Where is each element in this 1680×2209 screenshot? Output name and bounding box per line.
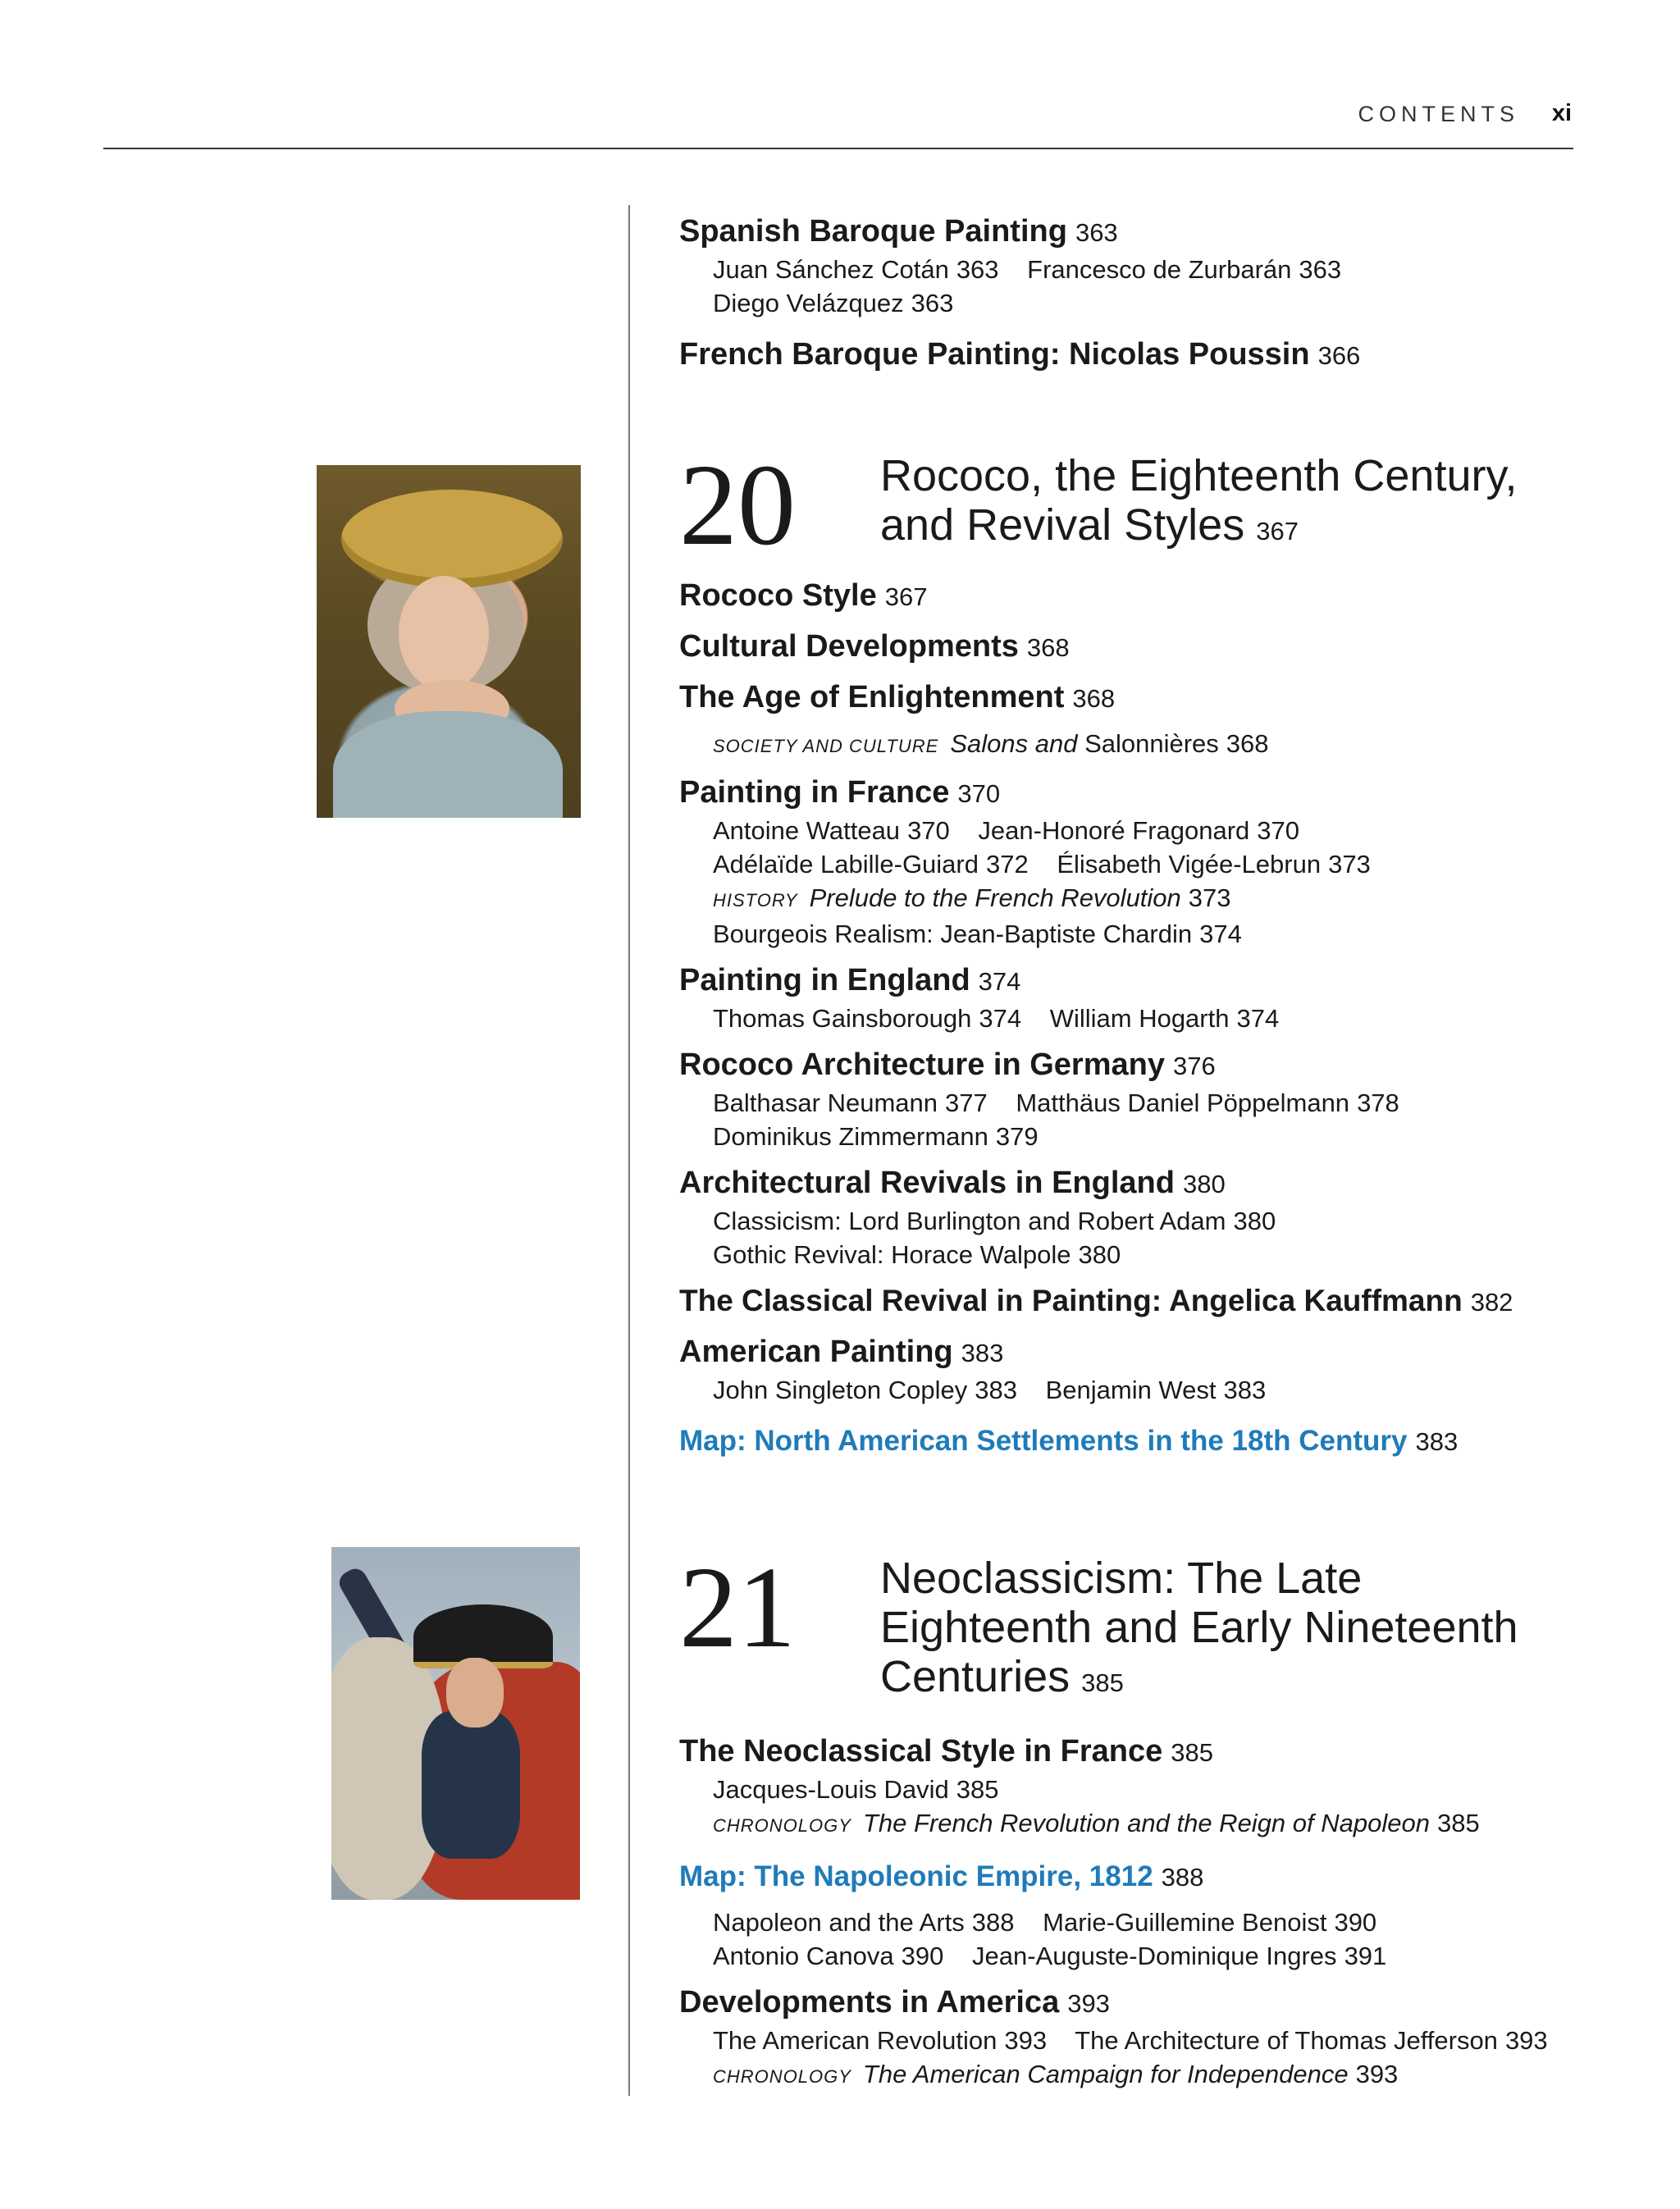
toc-section[interactable]: Painting in England 374: [679, 963, 1021, 997]
toc-subentry[interactable]: Jacques-Louis David 385: [713, 1775, 999, 1804]
toc-subentry-row: [713, 917, 1582, 951]
feature-category: SOCIETY AND CULTURE: [713, 736, 939, 756]
chapter-20-heading[interactable]: [679, 440, 1582, 569]
toc-feature-box[interactable]: HISTORY Prelude to the French Revolution 373: [713, 883, 1231, 912]
napoleon-crossing-alps-image: [331, 1547, 580, 1900]
chapter-number: 20: [679, 440, 796, 569]
toc-feature-box[interactable]: SOCIETY AND CULTURE Salons and Salonnières 368: [713, 729, 1269, 758]
toc-subentry-row: [713, 286, 1582, 320]
toc-subentry[interactable]: Classicism: Lord Burlington and Robert Adam 380: [713, 1207, 1276, 1235]
toc-subentry-row: [713, 1905, 1582, 1939]
toc-section[interactable]: Spanish Baroque Painting 363: [679, 214, 1118, 249]
chapter-title: Neoclassicism: The Late Eighteenth and Early Nineteenth Centuries 385: [880, 1554, 1518, 1701]
feature-category: CHRONOLOGY: [713, 1815, 851, 1836]
toc-map-link[interactable]: Map: The Napoleonic Empire, 1812 388: [679, 1860, 1204, 1892]
toc-section[interactable]: French Baroque Painting: Nicolas Poussin 366: [679, 337, 1361, 372]
toc-subentry-row: [713, 814, 1582, 847]
toc-section[interactable]: Developments in America 393: [679, 1985, 1110, 2020]
toc-subentry[interactable]: John Singleton Copley 383: [713, 1376, 1017, 1404]
page-ref: 385: [1081, 1668, 1124, 1697]
toc-subentry-row: [713, 1002, 1582, 1035]
toc-subentry-row: [713, 1939, 1582, 1973]
toc-map-link[interactable]: Map: North American Settlements in the 18th Century 383: [679, 1425, 1459, 1457]
running-header: [103, 82, 1573, 149]
toc-subentry-row: [713, 1086, 1582, 1120]
chapter-title: Rococo, the Eighteenth Century, and Revival Styles 367: [880, 451, 1518, 550]
toc-section[interactable]: Rococo Style 367: [679, 578, 928, 613]
toc-section[interactable]: Cultural Developments 368: [679, 629, 1070, 664]
toc-subentry[interactable]: William Hogarth 374: [1049, 1004, 1280, 1033]
toc-subentry[interactable]: Juan Sánchez Cotán 363: [713, 255, 999, 284]
toc-feature-box[interactable]: CHRONOLOGY The French Revolution and the Reign of Napoleon 385: [713, 1809, 1480, 1837]
toc-section[interactable]: The Neoclassical Style in France 385: [679, 1734, 1213, 1769]
toc-subentry-row: [713, 1204, 1582, 1238]
toc-subentry[interactable]: The Architecture of Thomas Jefferson 393: [1075, 2026, 1548, 2055]
page-number: xi: [1551, 100, 1572, 126]
toc-section[interactable]: Architectural Revivals in England 380: [679, 1166, 1226, 1200]
toc-subentry[interactable]: Thomas Gainsborough 374: [713, 1004, 1022, 1033]
toc-subentry-row: [713, 253, 1582, 286]
toc-subentry[interactable]: Benjamin West 383: [1045, 1376, 1267, 1404]
toc-subentry[interactable]: Antonio Canova 390: [713, 1942, 944, 1970]
portrait-woman-straw-hat-image: [317, 465, 581, 818]
toc-section[interactable]: Rococo Architecture in Germany 376: [679, 1047, 1216, 1082]
toc-subentry[interactable]: Gothic Revival: Horace Walpole 380: [713, 1240, 1121, 1269]
toc-feature-box[interactable]: CHRONOLOGY The American Campaign for Independence 393: [713, 2060, 1399, 2088]
toc-subentry[interactable]: Dominikus Zimmermann 379: [713, 1122, 1039, 1151]
toc-subentry[interactable]: Élisabeth Vigée-Lebrun 373: [1057, 850, 1371, 879]
toc-subentry[interactable]: Francesco de Zurbarán 363: [1027, 255, 1342, 284]
toc-subentry-row: [713, 847, 1582, 881]
toc-section[interactable]: American Painting 383: [679, 1335, 1004, 1369]
feature-category: CHRONOLOGY: [713, 2066, 851, 2087]
page-ref: 366: [1317, 341, 1361, 370]
toc-subentry-row: [713, 2024, 1582, 2057]
chapter-number: 21: [679, 1542, 796, 1672]
toc-subentry[interactable]: The American Revolution 393: [713, 2026, 1048, 2055]
toc-subentry-row: [713, 1238, 1582, 1271]
toc-column: [679, 212, 1582, 2093]
toc-subentry-row: [713, 1373, 1582, 1407]
feature-category: HISTORY: [713, 890, 798, 911]
toc-subentry[interactable]: Napoleon and the Arts 388: [713, 1908, 1015, 1937]
toc-section[interactable]: The Classical Revival in Painting: Angelica Kauffmann 382: [679, 1284, 1513, 1317]
toc-section[interactable]: The Age of Enlightenment 368: [679, 680, 1116, 714]
toc-subentry-row: [713, 1773, 1582, 1806]
toc-subentry[interactable]: Diego Velázquez 363: [713, 289, 954, 317]
toc-subentry[interactable]: Matthäus Daniel Pöppelmann 378: [1016, 1089, 1399, 1117]
toc-subentry[interactable]: Jean-Honoré Fragonard 370: [978, 816, 1300, 845]
toc-subentry-row: [713, 1120, 1582, 1153]
toc-subentry[interactable]: Bourgeois Realism: Jean-Baptiste Chardin 374: [713, 920, 1242, 948]
page-ref: 367: [1256, 517, 1299, 545]
toc-section[interactable]: Painting in France 370: [679, 775, 1001, 810]
header-label: CONTENTS: [1358, 102, 1519, 126]
toc-subentry[interactable]: Adélaïde Labille-Guiard 372: [713, 850, 1029, 879]
toc-subentry[interactable]: Balthasar Neumann 377: [713, 1089, 988, 1117]
toc-subentry[interactable]: Marie-Guillemine Benoist 390: [1043, 1908, 1377, 1937]
toc-subentry[interactable]: Jean-Auguste-Dominique Ingres 391: [971, 1942, 1387, 1970]
page-ref: 363: [1075, 218, 1118, 247]
toc-subentry[interactable]: Antoine Watteau 370: [713, 816, 950, 845]
column-divider: [628, 205, 630, 2096]
chapter-21-heading[interactable]: [679, 1542, 1582, 1722]
